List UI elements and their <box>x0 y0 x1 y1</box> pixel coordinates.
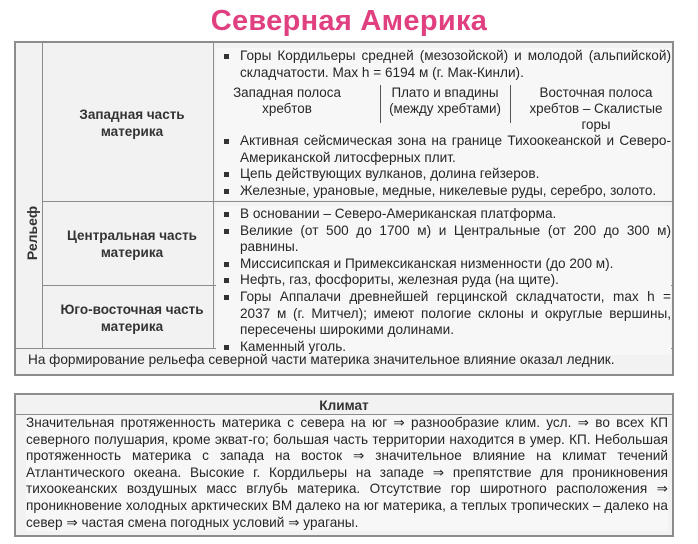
relief-table <box>14 41 674 376</box>
row-label-central: Центральная часть материка <box>67 228 197 260</box>
list-item: Железные, урановые, медные, никелевые руды, серебро, золото. <box>216 183 671 200</box>
list-item: Каменный уголь. <box>216 339 671 356</box>
cell-west <box>216 48 671 200</box>
list-item: Миссисипская и Примексиканская низменности (до 200 м). <box>216 256 671 273</box>
divider <box>510 85 511 123</box>
climate-heading: Климат <box>319 398 369 413</box>
list-item: Нефть, газ, фосфориты, железная руда (на щите). <box>216 272 671 289</box>
climate-table <box>14 393 674 537</box>
column-plateaus: Плато и впадины (между хребтами) <box>389 85 501 117</box>
column-east-ridges: Восточная полоса хребтов – Скалистые горы <box>529 85 663 133</box>
list-item: Цепь действующих вулканов, долина гейзеров. <box>216 166 671 183</box>
column-west-ridges: Западная полоса хребтов <box>233 85 341 117</box>
section-label-relief: Рельеф <box>24 205 40 261</box>
cell-central <box>216 206 671 289</box>
list-item: В основании – Северо-Американская платформа. <box>216 206 671 223</box>
list-item: Горы Кордильеры средней (мезозойской) и молодой (альпийской) складчатости. Max h = 6194 м (г. Мак-Кинли). <box>216 48 671 81</box>
relief-columns <box>216 85 671 131</box>
list-item: Активная сейсмическая зона на границе Тихоокеанской и Северо-Американской литосферных плит. <box>216 133 671 166</box>
row-label-west: Западная часть материка <box>79 107 185 139</box>
list-item: Горы Аппалачи древнейшей герцинской складчатости, max h = 2037 м (г. Митчел); имеют пологие склоны и округлые вершины, пересечены широкими долинами. <box>216 289 671 339</box>
divider <box>42 43 43 348</box>
row-label-southeast: Юго-восточная часть материка <box>60 302 204 334</box>
relief-note: На формирование рельефа северной части материка значительное влияние оказал ледник. <box>28 352 615 367</box>
cell-southeast <box>216 289 671 355</box>
list-item: Великие (от 500 до 1700 м) и Центральные (от 200 до 300 м) равнины. <box>216 223 671 256</box>
climate-text: Значительная протяженность материка с севера на юг ⇒ разнообразие клим. усл. ⇒ во всех КП северного полушария, кроме экват-го; большая часть территории находится в умер. КП. Небольшая протяженность материка с запада на восток ⇒ значительное влияние на климат течений Атлантического океана. Высокие г. Кордильеры на западе ⇒ препятствие для проникновения тихоокеанских воздушных масс вглубь материка. Отсутствие гор широтного расположения ⇒ проникновение холодных арктических ВМ далеко на юг материка, а теплых тропических – далеко на север ⇒ частая смена погодных условий ⇒ ураганы. <box>26 415 668 530</box>
page-title: Северная Америка <box>210 5 488 37</box>
divider <box>42 201 674 202</box>
